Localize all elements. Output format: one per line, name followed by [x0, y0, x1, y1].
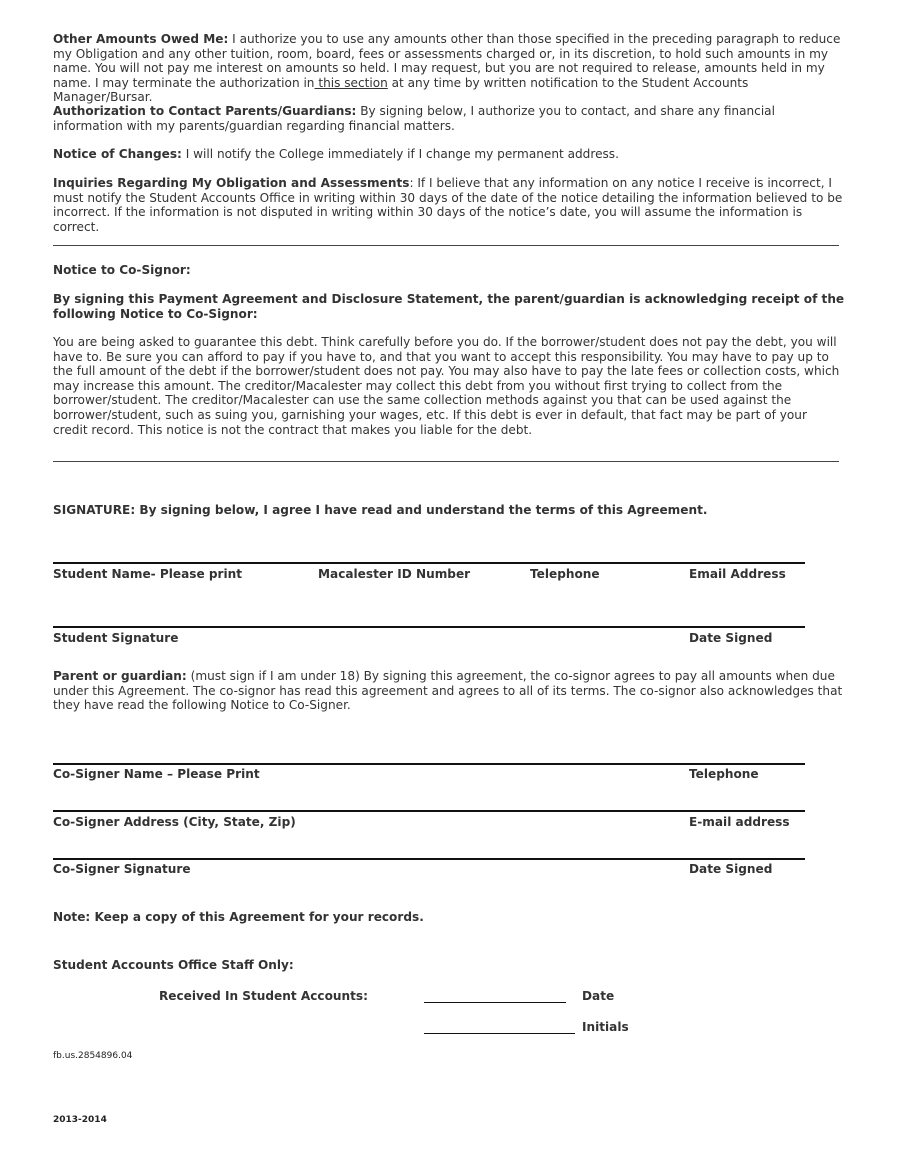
received-date-blank[interactable]: [424, 1002, 566, 1003]
student-signature-line[interactable]: [53, 626, 805, 628]
cosigner-address-line[interactable]: [53, 810, 805, 812]
date-signed-label: Date Signed: [689, 631, 773, 645]
initials-blank[interactable]: [424, 1033, 575, 1034]
note-text: Note: Keep a copy of this Agreement for your records.: [53, 910, 424, 924]
inquiries-paragraph: [53, 176, 845, 234]
signature-statement: SIGNATURE: By signing below, I agree I have read and understand the terms of this Agreement.: [53, 503, 708, 517]
cosigner-name-line[interactable]: [53, 763, 805, 765]
inquiries-heading: Inquiries Regarding My Obligation and Assessments: [53, 176, 410, 190]
notice-changes-text: I will notify the College immediately if I change my permanent address.: [181, 147, 619, 161]
cosignor-heading: Notice to Co-Signor:: [53, 263, 191, 277]
section-divider: [53, 245, 839, 246]
email-label: Email Address: [689, 567, 786, 581]
this-section-link: this section: [314, 75, 388, 90]
form-code: fb.us.2854896.04: [53, 1051, 133, 1061]
other-amounts-text-end: at any time by written notification to the Student Accounts Manager/Bursar.: [53, 75, 749, 105]
cosignor-subheading-block: [53, 292, 845, 321]
authorization-heading: Authorization to Contact Parents/Guardians:: [53, 104, 357, 118]
parent-text: (must sign if I am under 18) By signing this agreement, the co-signor agrees to pay all amounts when due under this Agreement. The co-signor has read this agreement and agrees to all of its terms. The co-signor also acknowledges that they have read the following Notice to Co-Signer.: [53, 669, 843, 713]
notice-changes-heading: Notice of Changes:: [53, 147, 182, 161]
authorization-paragraph: [53, 104, 845, 133]
cosigner-signature-line[interactable]: [53, 858, 805, 860]
parent-heading: Parent or guardian:: [53, 669, 187, 683]
cosignor-subheading: By signing this Payment Agreement and Disclosure Statement, the parent/guardian is acknowledging receipt of the following Notice to Co-Signor:: [53, 292, 845, 321]
staff-initials-label: Initials: [582, 1020, 629, 1034]
notice-changes-paragraph: [53, 147, 845, 162]
cosigner-telephone-label: Telephone: [689, 767, 759, 781]
cosigner-date-signed-label: Date Signed: [689, 862, 773, 876]
inquiries-text: : If I believe that any information on any notice I receive is incorrect, I must notify the Student Accounts Office in writing within 30 days of the date of the notice detailing the information believed to be incorrect. If the information is not disputed in writing within 30 days of the notice’s date, you will assume the information is correct.: [53, 176, 843, 234]
cosigner-signature-label: Co-Signer Signature: [53, 862, 191, 876]
student-name-label: Student Name- Please print: [53, 567, 243, 581]
telephone-label: Telephone: [530, 567, 600, 581]
staff-heading: Student Accounts Office Staff Only:: [53, 958, 294, 972]
cosignor-notice-text: You are being asked to guarantee this debt. Think carefully before you do. If the borrower/student does not pay the debt, you will have to. Be sure you can afford to pay if you have to, and that you want to accept this responsibility. You may have to pay up to the full amount of the debt if the borrower/student does not pay. You may also have to pay the late fees or collection costs, which may increase this amount. The creditor/Macalester may collect this debt from you without first trying to collect from the borrower/student. The creditor/Macalester can use the same collection methods against you that can be used against the borrower/student, such as suing you, garnishing your wages, etc. If this debt is ever in default, that fact may be part of your credit record. This notice is not the contract that makes you liable for the debt.: [53, 335, 840, 437]
form-year: 2013-2014: [53, 1115, 107, 1125]
cosigner-address-label: Co-Signer Address (City, State, Zip): [53, 815, 296, 829]
other-amounts-paragraph: [53, 32, 845, 105]
cosigner-name-label: Co-Signer Name – Please Print: [53, 767, 260, 781]
cosignor-heading-block: [53, 263, 845, 278]
macalester-id-label: Macalester ID Number: [318, 567, 471, 581]
other-amounts-heading: Other Amounts Owed Me:: [53, 32, 229, 46]
received-label: Received In Student Accounts:: [159, 989, 368, 1003]
signature-statement-block: [53, 503, 845, 518]
cosigner-email-label: E-mail address: [689, 815, 790, 829]
authorization-text: By signing below, I authorize you to contact, and share any financial information with my parents/guardian regarding financial matters.: [53, 104, 775, 133]
student-signature-label: Student Signature: [53, 631, 179, 645]
staff-date-label: Date: [582, 989, 615, 1003]
section-divider: [53, 461, 839, 462]
student-info-line[interactable]: [53, 562, 805, 564]
parent-paragraph: [53, 669, 845, 713]
other-amounts-text: I authorize you to use any amounts other than those specified in the preceding paragraph to reduce my Obligation and any other tuition, room, board, fees or assessments charged or, in its discretion, to hold such amounts in my name. You will not pay me interest on amounts so held. I may request, but you are not required to release, amounts held in my name. I may terminate the authorization in: [53, 32, 841, 90]
